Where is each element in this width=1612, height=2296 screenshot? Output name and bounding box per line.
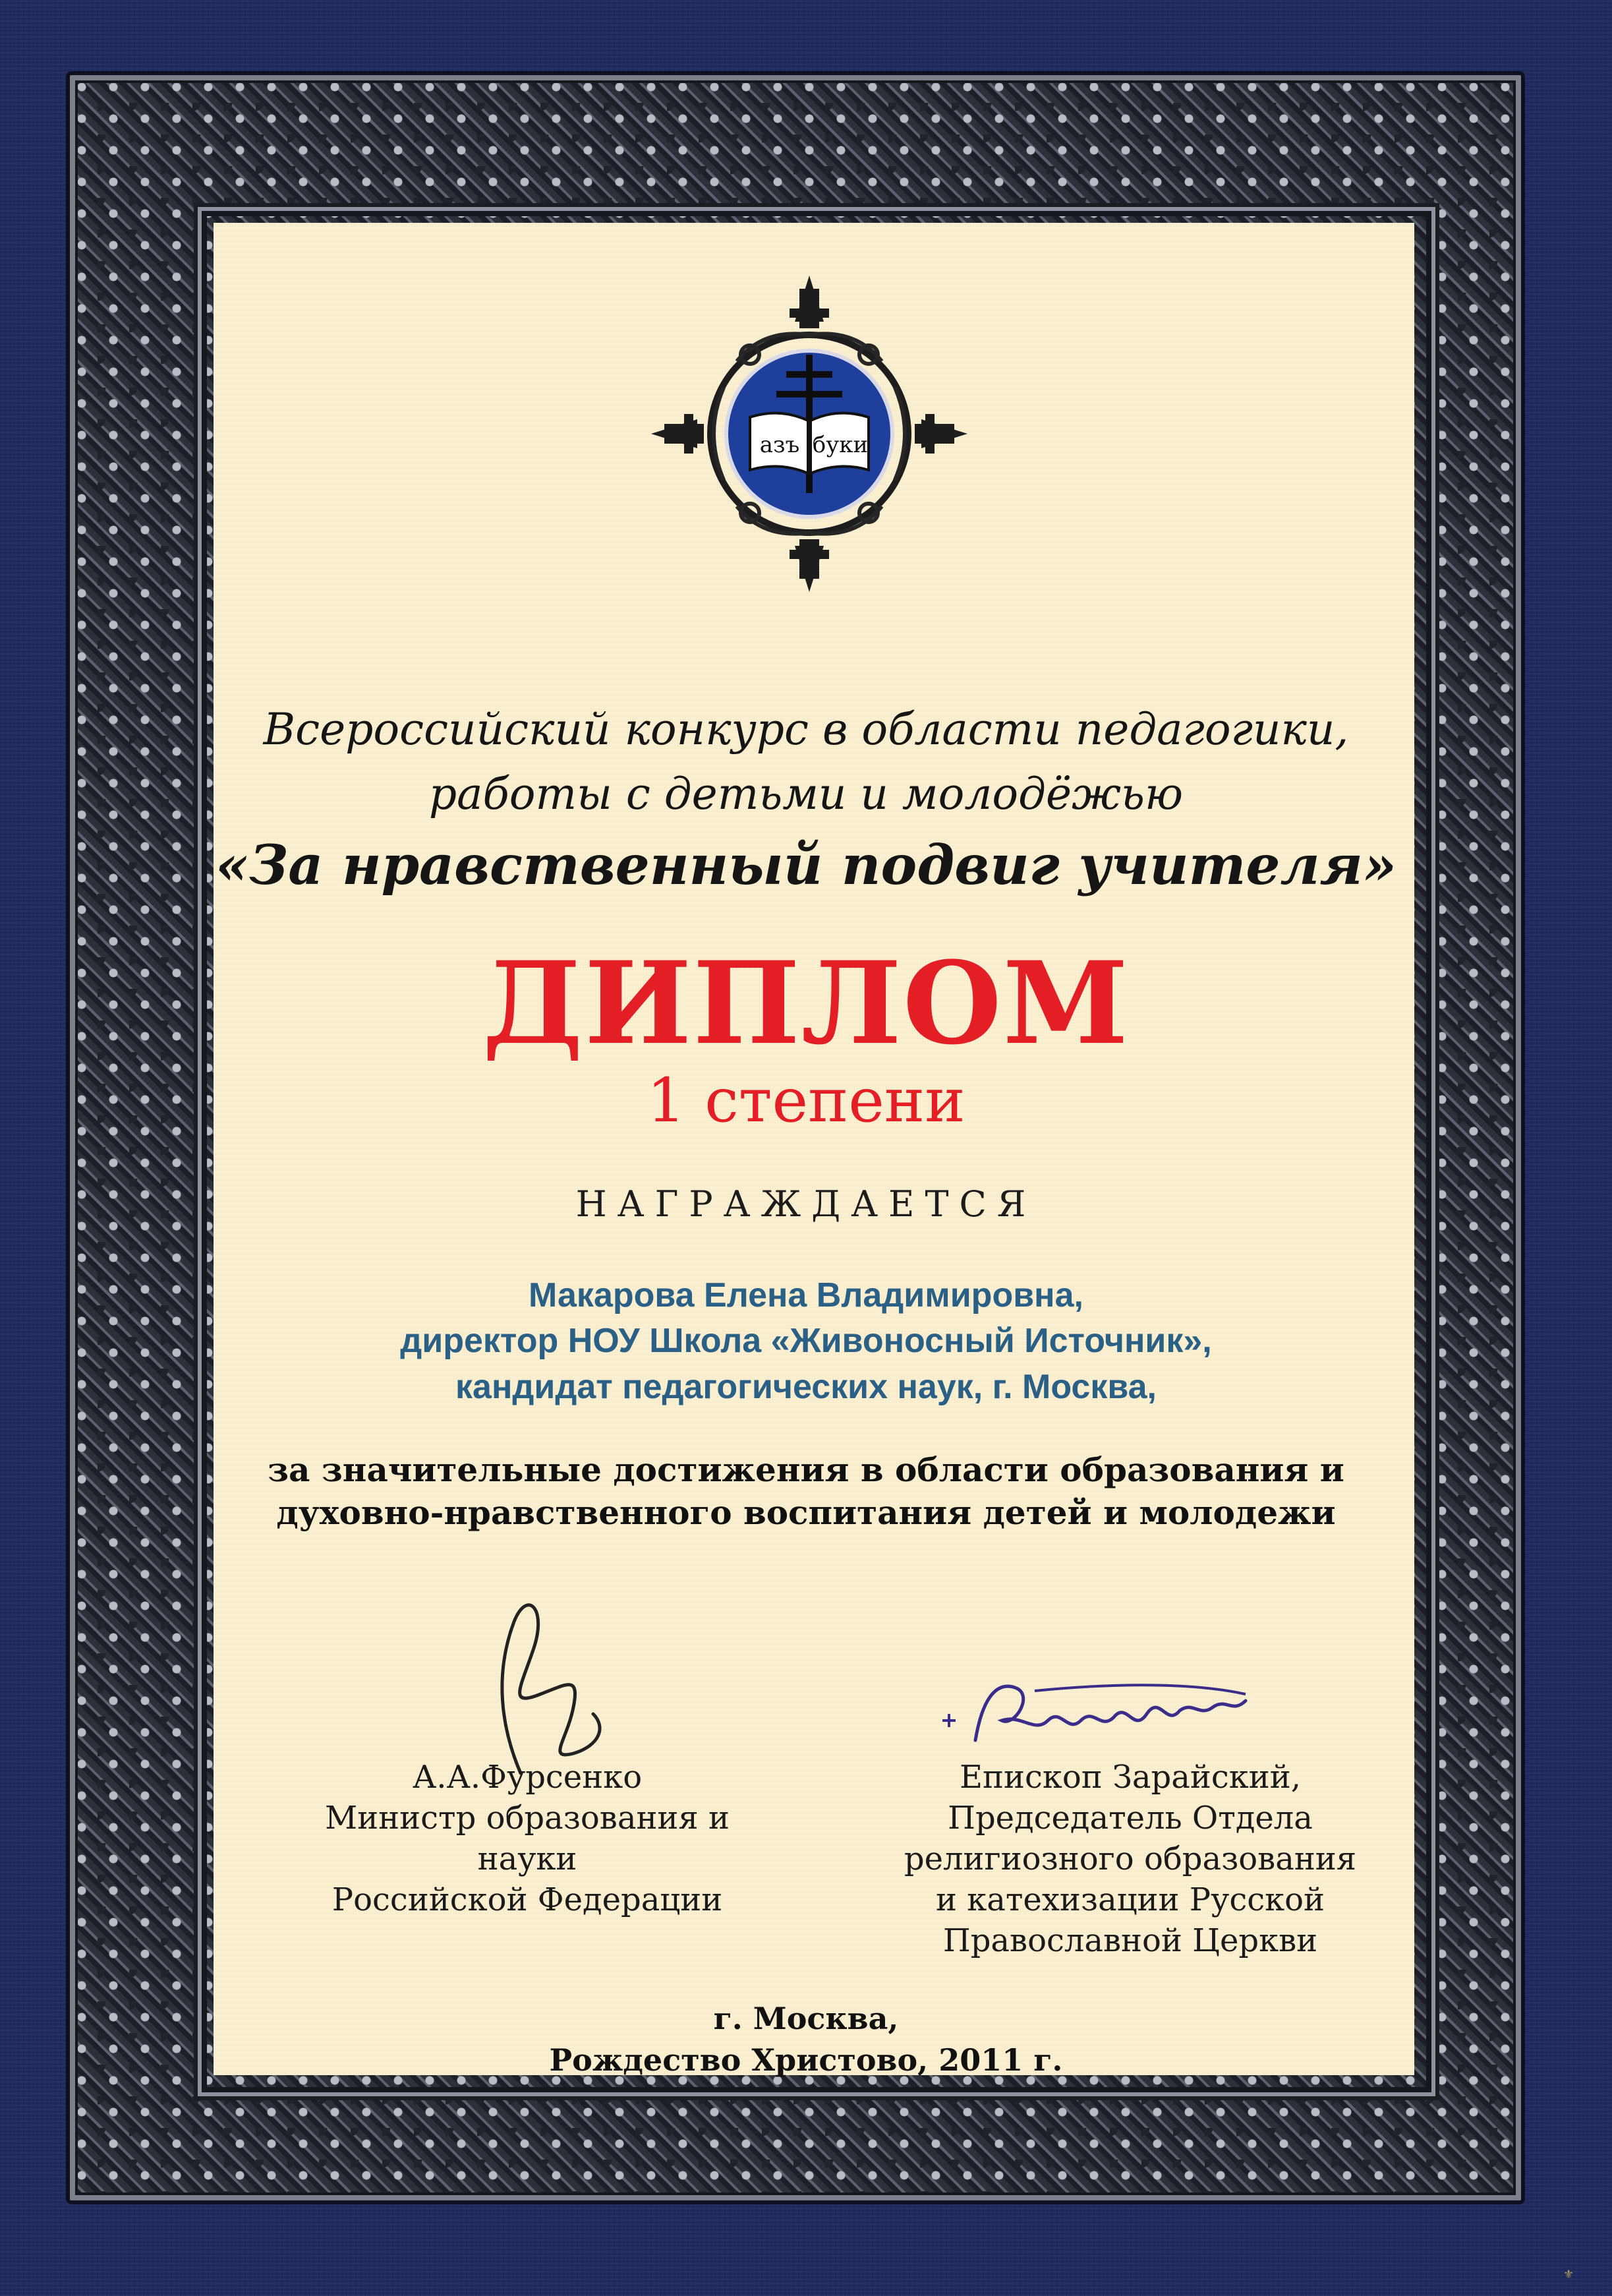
issue-date: Рождество Христово, 2011 г. <box>549 2042 1063 2078</box>
contest-emblem <box>651 276 967 592</box>
signatory-right <box>817 1757 1443 1961</box>
corner-logo-icon: ⚜ <box>1563 2268 1574 2281</box>
issue-city: г. Москва, <box>713 2001 899 2036</box>
award-reason-line-1: за значительные достижения в области образования и <box>268 1450 1344 1489</box>
contest-line-2: работы с детьми и молодёжью <box>428 769 1184 819</box>
diploma-degree: 1 степени <box>647 1065 965 1136</box>
signatory-left-name: А.А.Фурсенко <box>412 1759 643 1796</box>
signatory-left-title: Министр образования и науки <box>325 1800 730 1877</box>
contest-title: «За нравственный подвиг учителя» <box>215 834 1397 897</box>
recipient-position: директор НОУ Школа «Живоносный Источник», <box>400 1322 1212 1360</box>
contest-line-1: Всероссийский конкурс в области педагогики, <box>263 704 1349 755</box>
signatory-right-title: Православной Церкви <box>942 1922 1318 1959</box>
signatory-right-title: Председатель Отдела <box>948 1800 1313 1837</box>
signatory-left <box>277 1757 778 1920</box>
signature-right <box>936 1674 1252 1760</box>
diploma-title: ДИПЛОМ <box>482 936 1130 1070</box>
emblem-text: азъ <box>759 432 800 458</box>
signatory-right-title: и катехизации Русской <box>936 1881 1325 1918</box>
recipient-name: Макарова Елена Владимировна, <box>529 1276 1083 1314</box>
signatory-right-title: религиозного образования <box>904 1840 1357 1877</box>
emblem-text: буки <box>812 432 869 458</box>
recipient-degree: кандидат педагогических наук, г. Москва, <box>455 1368 1157 1406</box>
signatory-left-title: Российской Федерации <box>331 1881 723 1918</box>
signature-left <box>475 1595 646 1780</box>
awarded-label: НАГРАЖДАЕТСЯ <box>575 1183 1037 1225</box>
award-reason-line-2: духовно-нравственного воспитания детей и молодежи <box>276 1493 1336 1532</box>
signatory-right-title: Епископ Зарайский, <box>959 1759 1302 1796</box>
